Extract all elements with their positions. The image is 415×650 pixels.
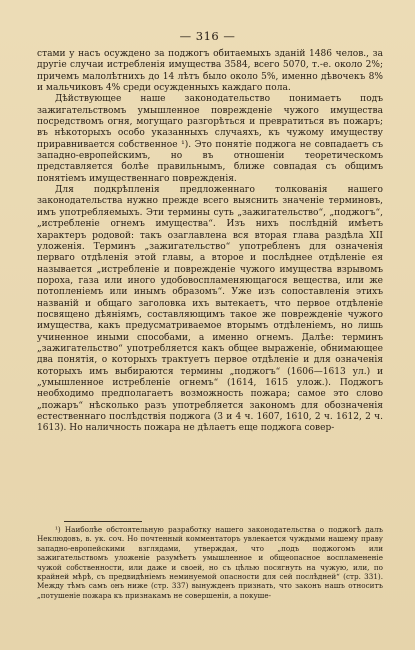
main-text: [37, 49, 383, 435]
paragraph-terminology: Для подкрѣпленія предложеннаго толкованія нашего законодательства нужно прежде всего выяснить значеніе терминовъ, имъ употребляемыхъ. Эти термины суть „зажигательство“, „поджогъ“, „истребленіе огнемъ имущества“. Изъ нихъ послѣдній имѣетъ характеръ родовой: такъ озаглавлена вся вторая глава раздѣла XII уложенія. Терминъ „зажигательство“ употребленъ для означенія перваго отдѣленія этой главы, а второе и послѣднее отдѣленіе ея называется „истребленіе и поврежденіе чужого имущества взрывомъ пороха, газа или иного удобовоспламеняющагося вещества, или же потопленіемъ или инымъ образомъ“. Уже изъ сопоставленія этихъ названій и общаго заголовка ихъ вытекаетъ, что первое отдѣленіе посвящено дѣяніямъ, составляющимъ такое же поврежденіе чужого имущества, какъ предусматриваемое вторымъ отдѣленіемъ, но лишь учиненное иными способами, а именно огнемъ. Далѣе: терминъ „зажигательство“ употребляется какъ общее выраженіе, обнимающее два понятія, о которыхъ трактуетъ первое отдѣленіе и для означенія которыхъ имъ выбираются термины „поджогъ“ (1606—1613 ул.) и „умышленное истребленіе огнемъ“ (1614, 1615 улож.). Поджогъ необходимо предполагаетъ возможность пожара; самое это слово „пожаръ“ нѣсколько разъ употребляется закономъ для обозначенія естественнаго послѣдствія поджога (3 и 4 ч. 1607, 1610, 2 ч. 1612, 2 ч. 1613). Но наличность пожара не дѣлаетъ еще поджога совер-: [37, 185, 383, 434]
footnote: [37, 525, 383, 600]
page-number: — 316 —: [179, 29, 236, 43]
paragraph-definition: Дѣйствующее наше законодательство понимаетъ подъ зажигательствомъ умышленное поврежденіе чужого имущества посредствомъ огня, могущаго разгорѣться и превратиться въ пожаръ; въ нѣкоторыхъ особо указанныхъ случаяхъ, къ чужому имуществу приравнивается собственное ¹). Это понятіе поджога не совпадаетъ съ западно-европейскимъ, но въ отношеніи теоретическомъ представляется болѣе правильнымъ, ближе совпадая съ общимъ понятіемъ имущественнаго поврежденія.: [37, 94, 383, 184]
paragraph-continued: стами у насъ осуждено за поджогъ обитаемыхъ зданій 1486 челов., за другіе случаи истребленія имущества 3584, всего 5070, т.-е. около 2%; причемъ малолѣтнихъ до 14 лѣтъ было около 5%, именно дѣвочекъ 8% и мальчиковъ 4% среди осужденныхъ каждаго пола.: [37, 49, 383, 94]
footnote-divider: [64, 521, 142, 522]
footnote-text: ¹) Наиболѣе обстоятельную разработку нашего законодательства о поджогѣ далъ Неклюдовъ, в. ук. соч. Но почтенный комментаторъ увлекается чуждыми нашему праву западно-европейскими взглядами, утверждая, что „подъ поджогомъ или зажигательствомъ уложеніе разумѣетъ умышленное и общеопасное воспламененіе чужой собственности, или даже и своей, но съ цѣлью посягнуть на чужую, или, по крайней мѣрѣ, съ предвидѣніемъ неминуемой опасности для сей послѣдней“ (стр. 331). Между тѣмъ самъ онъ ниже (стр. 337) вынужденъ признать, что законъ нашъ относитъ „потушеніе пожара къ признакамъ не совершенія, а покуше-: [37, 525, 383, 600]
